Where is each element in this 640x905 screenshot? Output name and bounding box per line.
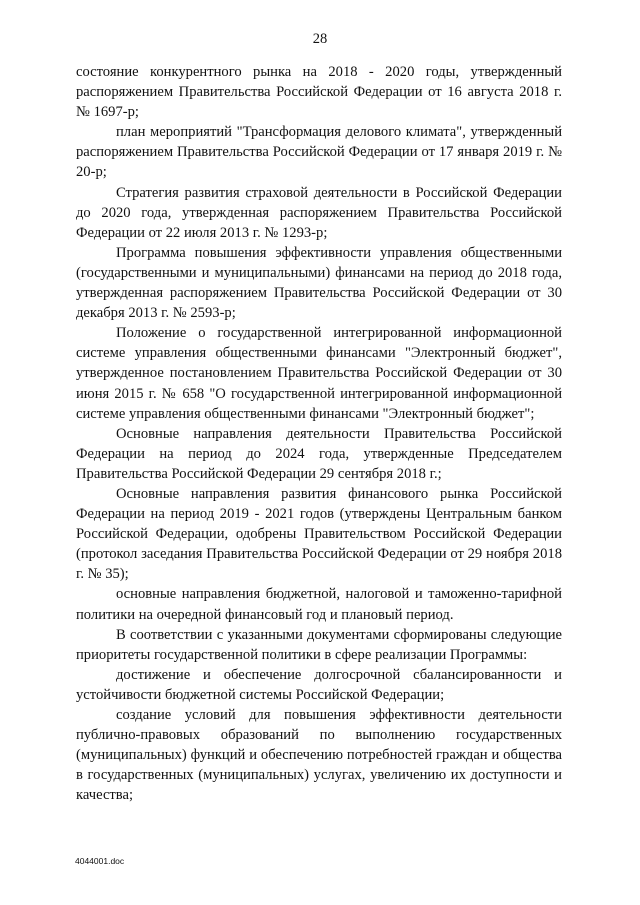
paragraph: основные направления бюджетной, налоговой и таможенно-тарифной политики на очередной финансовый год и плановый период. [76, 586, 562, 623]
document-body [76, 62, 562, 805]
paragraph: Программа повышения эффективности управления общественными (государственными и муниципальными) финансами на период до 2018 года, утвержденная распоряжением Правительства Российской Федерации от 30 декабря 2013 г. № 2593-р; [76, 244, 562, 322]
paragraph: В соответствии с указанными документами сформированы следующие приоритеты государственной политики в сфере реализации Программы: [76, 626, 562, 663]
paragraph: Основные направления развития финансового рынка Российской Федерации на период 2019 - 2021 годов (утверждены Центральным банком Российской Федерации, одобрены Правительством Российской Федерации (протокол заседания Правительства Российской Федерации от 29 ноября 2018 г. № 35); [76, 485, 562, 583]
footer-file-name: 4044001.doc [75, 856, 125, 866]
paragraph: состояние конкурентного рынка на 2018 - 2020 годы, утвержденный распоряжением Правительства Российской Федерации от 16 августа 2018 г. № 1697-р; [76, 64, 562, 121]
paragraph: план мероприятий "Трансформация делового климата", утвержденный распоряжением Правительства Российской Федерации от 17 января 2019 г. № 20-р; [76, 124, 562, 181]
paragraph: Положение о государственной интегрированной информационной системе управления общественными финансами "Электронный бюджет", утвержденное постановлением Правительства Российской Федерации от 30 июня 2015 г. № 658 "О государственной интегрированной информационной системе управления общественными финансами "Электронный бюджет"; [76, 325, 562, 422]
paragraph: создание условий для повышения эффективности деятельности публично-правовых образований по выполнению государственных (муниципальных) функций и обеспечению потребностей граждан и общества в государственных (муниципальных) услугах, увеличению их доступности и качества; [76, 707, 562, 804]
page-number: 28 [312, 31, 328, 47]
paragraph: достижение и обеспечение долгосрочной сбалансированности и устойчивости бюджетной системы Российской Федерации; [76, 666, 562, 703]
paragraph: Основные направления деятельности Правительства Российской Федерации на период до 2024 года, утвержденные Председателем Правительства Российской Федерации 29 сентября 2018 г.; [76, 425, 562, 482]
paragraph: Стратегия развития страховой деятельности в Российской Федерации до 2020 года, утвержденная распоряжением Правительства Российской Федерации от 22 июля 2013 г. № 1293-р; [76, 184, 562, 241]
